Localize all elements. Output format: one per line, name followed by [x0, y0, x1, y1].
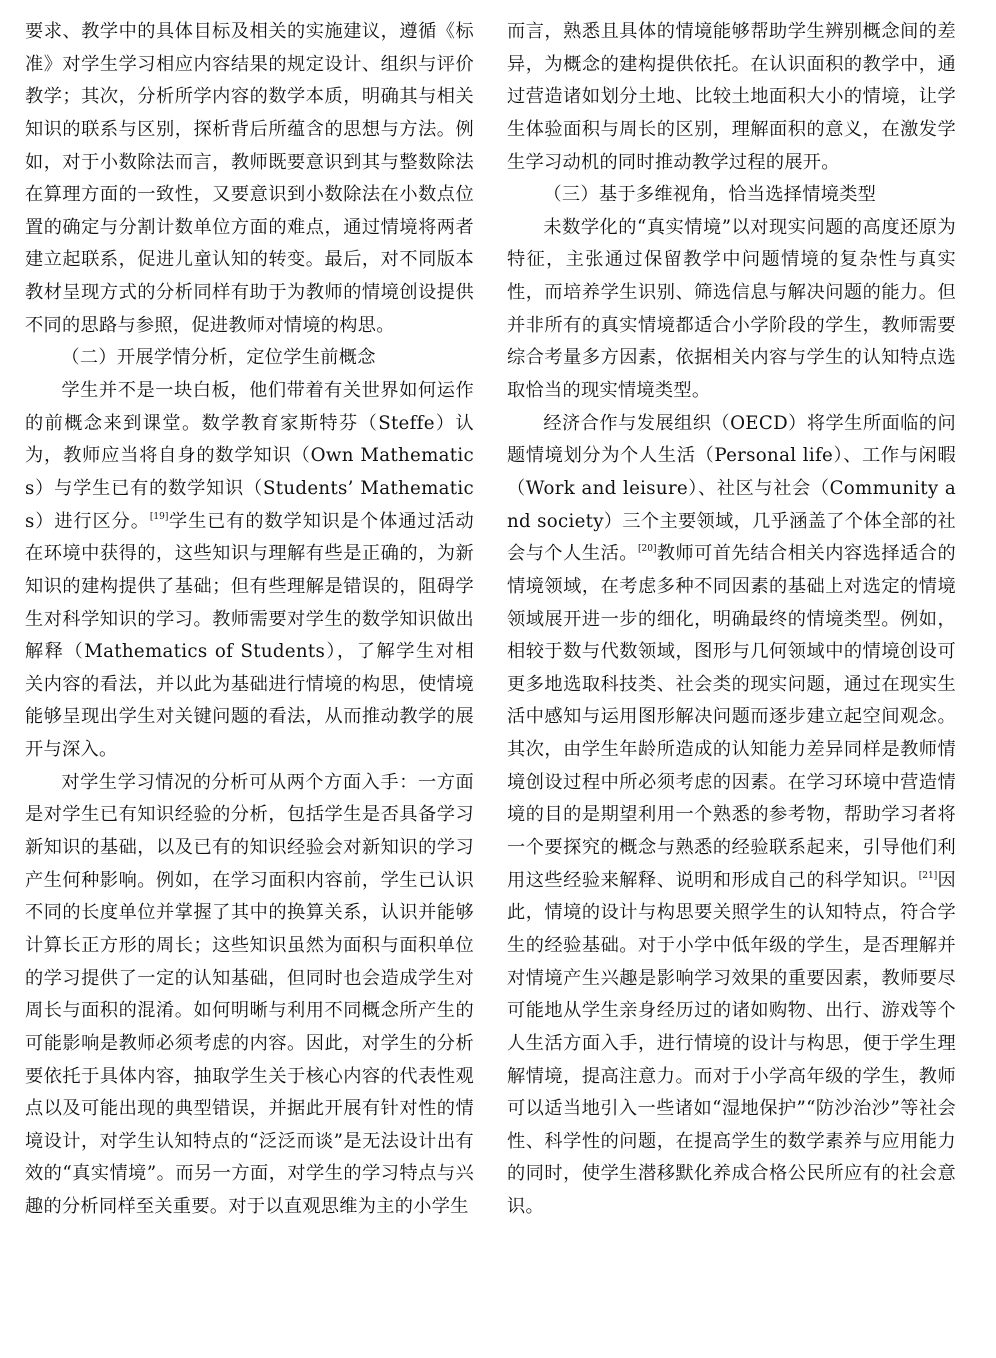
- citation-21: [21]: [918, 870, 938, 881]
- paragraph-text: 因此，情境的设计与构思要关照学生的认知特点，符合学生的经验基础。对于小学中低年级的学生，是否理解并对情境产生兴趣是影响学习效果的重要因素，教师要尽可能地从学生亲身经历过的诸如购物、出行、游戏等个人生活方面入手，进行情境的设计与构思，便于学生理解情境，提高注意力。而对于小学高年级的学生，教师可以适当地引入一些诸如“湿地保护”“防沙治沙”等社会性、科学性的问题，在提高学生的数学素养与应用能力的同时，使学生潜移默化养成合格公民所应有的社会意识。: [507, 869, 956, 1218]
- citation-20: [20]: [638, 544, 657, 555]
- paragraph-real-situations: 未数学化的“真实情境”以对现实问题的高度还原为特征，主张通过保留教学中问题情境的复杂性与真实性，而培养学生识别、筛选信息与解决问题的能力。但并非所有的真实情境都适合小学阶段的学生，教师需要综合考量多方因素，依据相关内容与学生的认知特点选取恰当的现实情境类型。: [507, 216, 956, 402]
- paragraph-text: 学生并不是一块白板，他们带着有关世界如何运作的前概念来到课堂。数学教育家斯特芬（Steffe）认为，教师应当将自身的数学知识（Own Mathematics）与学生已有的数学知识（Students’ Mathematics）进行区分。: [25, 380, 474, 532]
- paragraph-learning-analysis: 对学生学习情况的分析可从两个方面入手：一方面是对学生已有知识经验的分析，包括学生是否具备学习新知识的基础，以及已有的知识经验会对新知识的学习产生何种影响。例如，在学习面积内容前，学生已认识不同的长度单位并掌握了其中的换算关系，认识并能够计算长正方形的周长；这些知识虽然为面积与面积单位的学习提供了一定的认知基础，但同时也会造成学生对周长与面积的混淆。如何明晰与利用不同概念所产生的可能影响是教师必须考虑的内容。因此，对学生的分析要依托于具体内容，抽取学生关于核心内容的代表性观点以及可能出现的典型错误，并据此开展有针对性的情境设计，对学生认知特点的“泛泛而谈”是无法设计出有效的“真实情境”。而另一方面，对学生的学习特点与兴趣的分析同样至关重要。对于以直观思维为主的小学生: [25, 771, 474, 1218]
- citation-19: [19]: [149, 511, 169, 522]
- paragraph-text: 学生已有的数学知识是个体通过活动在环境中获得的，这些知识与理解有些是正确的，为新知识的建构提供了基础；但有些理解是错误的，阻碍学生对科学知识的学习。教师需要对学生的数学知识做出解释（Mathematics of Students），了解学生对相关内容的看法，并以此为基础进行情境的构思，使情境能够呈现出学生对关键问题的看法，从而推动教学的展开与深入。: [25, 510, 474, 761]
- paragraph-oecd: [507, 408, 956, 1224]
- left-column: [25, 16, 474, 1224]
- paragraph-prior-concepts: [25, 375, 474, 767]
- paragraph-text: 教师可首先结合相关内容选择适合的情境领域，在考虑多种不同因素的基础上对选定的情境领域展开进一步的细化，明确最终的情境类型。例如，相较于数与代数领域，图形与几何领域中的情境创设可更多地选取科技类、社会类的现实问题，通过在现实生活中感知与运用图形解决问题而逐步建立起空间观念。其次，由学生年龄所造成的认知能力差异同样是教师情境创设过程中所必须考虑的因素。在学习环境中营造情境的目的是期望利用一个熟悉的参考物，帮助学习者将一个要探究的概念与熟悉的经验联系起来，引导他们利用这些经验来解释、说明和形成自己的科学知识。: [507, 543, 956, 891]
- paragraph-continued: 而言，熟悉且具体的情境能够帮助学生辨别概念间的差异，为概念的建构提供依托。在认识面积的教学中，通过营造诸如划分土地、比较土地面积大小的情境，让学生体验面积与周长的区别，理解面积的意义，在激发学生学习动机的同时推动教学过程的展开。: [507, 21, 956, 173]
- paragraph-continued: 要求、教学中的具体目标及相关的实施建议，遵循《标准》对学生学习相应内容结果的规定设计、组织与评价教学；其次，分析所学内容的数学本质，明确其与相关知识的联系与区别，探析背后所蕴含的思想与方法。例如，对于小数除法而言，教师既要意识到其与整数除法在算理方面的一致性，又要意识到小数除法在小数点位置的确定与分割计数单位方面的难点，通过情境将两者建立起联系，促进儿童认知的转变。最后，对不同版本教材呈现方式的分析同样有助于为教师的情境创设提供不同的思路与参照，促进教师对情境的构思。: [25, 21, 474, 336]
- section-heading-3: （三）基于多维视角，恰当选择情境类型: [543, 184, 877, 206]
- section-heading-2: （二）开展学情分析，定位学生前概念: [61, 347, 376, 369]
- paragraph-text: 经济合作与发展组织（OECD）将学生所面临的问题情境划分为个人生活（Personal life）、工作与闲暇（Work and leisure）、社区与社会（Community and society）三个主要领域，几乎涵盖了个体全部的社会与个人生活。: [507, 412, 956, 565]
- right-column: [507, 16, 956, 1224]
